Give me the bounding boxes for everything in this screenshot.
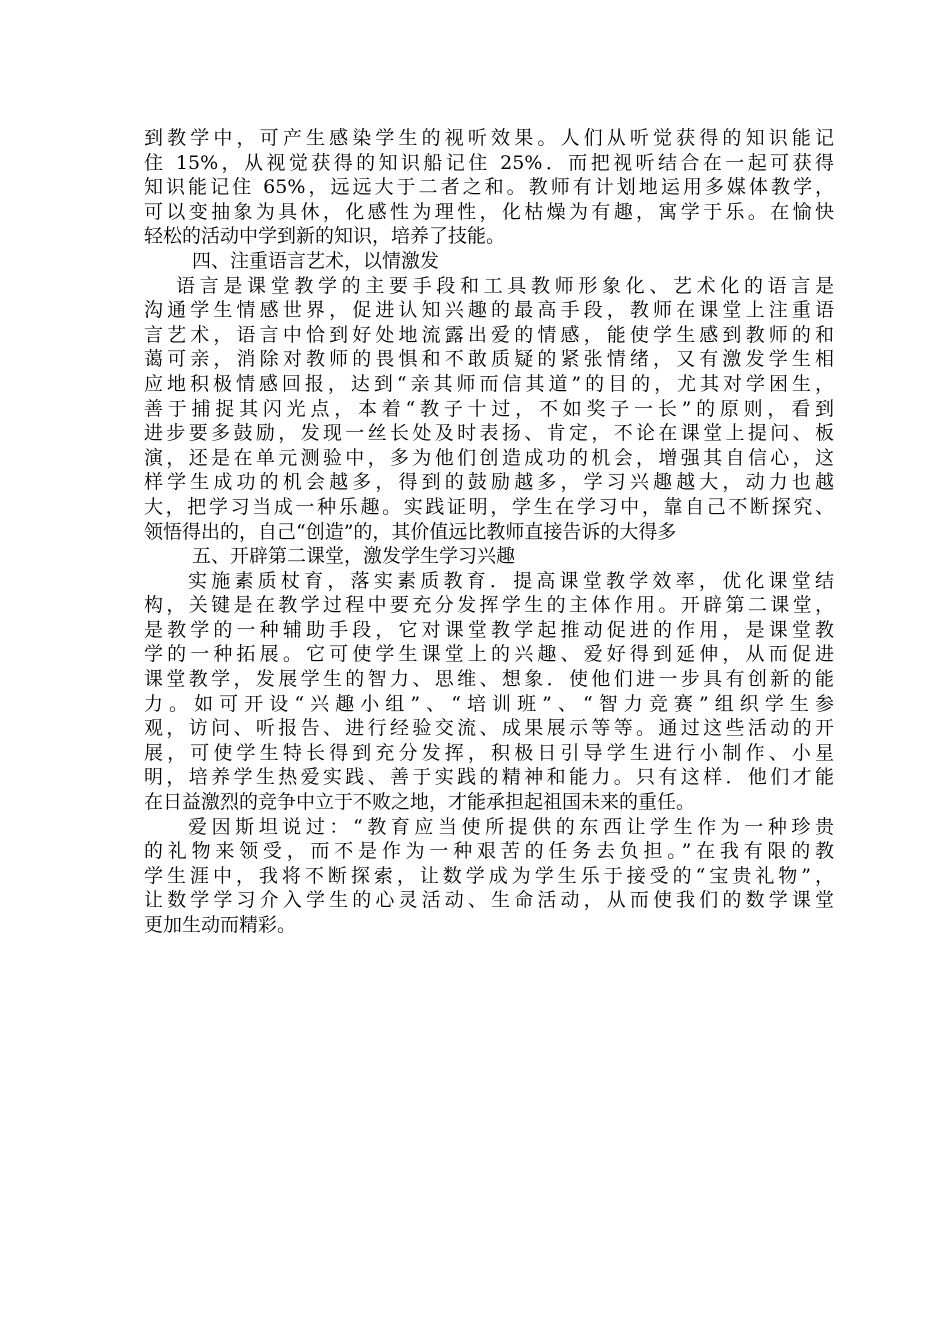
text-line: 在日益激烈的竞争中立于不败之地，才能承担起祖国未来的重任。 [144, 791, 696, 814]
paragraph-1 [144, 126, 834, 249]
text-line: 观，访问、听报告、进行经验交流、成果展示等等。通过这些活动的开 [144, 717, 834, 740]
text-line: 课堂教学，发展学生的智力、思维、想象．使他们进一步具有创新的能 [144, 668, 834, 691]
text-line: 演，还是在单元测验中，多为他们创造成功的机会，增强其自信心，这 [144, 446, 834, 469]
text-line: 轻松的活动中学到新的知识，培养了技能。 [144, 225, 506, 248]
text-line: 到教学中，可产生感染学生的视听效果。人们从听觉获得的知识能记 [144, 127, 834, 149]
text-line: 应地积极情感回报，达到“亲其师而信其道”的目的，尤其对学困生， [144, 372, 834, 395]
text-line: 沟通学生情感世界，促进认知兴趣的最高手段，教师在课堂上注重语 [144, 299, 834, 322]
document-body [144, 126, 834, 938]
section-heading-5: 五、开辟第二课堂，激发学生学习兴趣 [192, 545, 516, 568]
text-line: 展，可使学生特长得到充分发挥，积极日引导学生进行小制作、小星 [144, 741, 834, 764]
text-line: 力。如可开设“兴趣小组”、“培训班”、“智力竞赛”组织学生参 [144, 692, 834, 715]
text-line: 知识能记住 65%，远远大于二者之和。教师有计划地运用多媒体教学， [144, 176, 834, 199]
text-line: 住 15%，从视觉获得的知识船记住 25%．而把视听结合在一起可获得 [144, 151, 834, 174]
paragraph-2 [144, 274, 834, 545]
text-line: 实施素质杖育，落实素质教育．提高课堂教学效率，优化课堂结 [188, 569, 834, 592]
text-line: 的礼物来领受，而不是作为一种艰苦的任务去负担。”在我有限的教 [144, 840, 834, 863]
text-line: 更加生动而精彩。 [144, 914, 297, 936]
text-line: 构，关键是在教学过程中要充分发挥学生的主体作用。开辟第二课堂， [144, 594, 834, 617]
text-line: 让数学学习介入学生的心灵活动、生命活动，从而使我们的数学课堂 [144, 889, 834, 912]
text-line: 学生涯中，我将不断探索，让数学成为学生乐于接受的“宝贵礼物”， [144, 864, 834, 887]
text-line: 蔼可亲，消除对教师的畏惧和不敢质疑的紧张情绪，又有激发学生相 [144, 348, 834, 371]
text-line: 明，培养学生热爱实践、善于实践的精神和能力。只有这样．他们才能 [144, 766, 834, 789]
text-line: 可以变抽象为具休，化感性为理性，化枯燥为有趣，寓学于乐。在愉快 [144, 200, 834, 223]
text-line: 言艺术，语言中恰到好处地流露出爱的情感，能使学生感到教师的和 [144, 323, 834, 346]
text-line: 善于捕捉其闪光点，本着“教子十过，不如奖子一长”的原则，看到 [144, 397, 834, 420]
text-line: 样学生成功的机会越多，得到的鼓励越多，学习兴趣越大，动力也越 [144, 471, 834, 494]
text-line: 学的一种拓展。它可使学生课堂上的兴趣、爱好得到延伸，从而促进 [144, 643, 834, 666]
text-line: 爱因斯坦说过：“教育应当使所提供的东西让学生作为一种珍贵 [188, 815, 834, 838]
text-line: 语言是课堂教学的主要手段和工具教师形象化、艺术化的语言是 [176, 274, 834, 297]
text-line: 是教学的一种辅助手段，它对课堂教学起推动促进的作用，是课堂教 [144, 618, 834, 641]
text-line: 领悟得出的，自己“创造”的，其价值远比教师直接告诉的大得多 [144, 520, 677, 543]
text-line: 大，把学习当成一种乐趣。实践证明，学生在学习中，靠自己不断探究、 [144, 495, 834, 518]
text-line: 进步要多鼓励，发现一丝长处及时表扬、肯定，不论在课堂上提问、板 [144, 422, 834, 445]
paragraph-3 [144, 569, 834, 815]
section-heading-4: 四、注重语言艺术，以情激发 [192, 249, 440, 272]
paragraph-4 [144, 815, 834, 938]
